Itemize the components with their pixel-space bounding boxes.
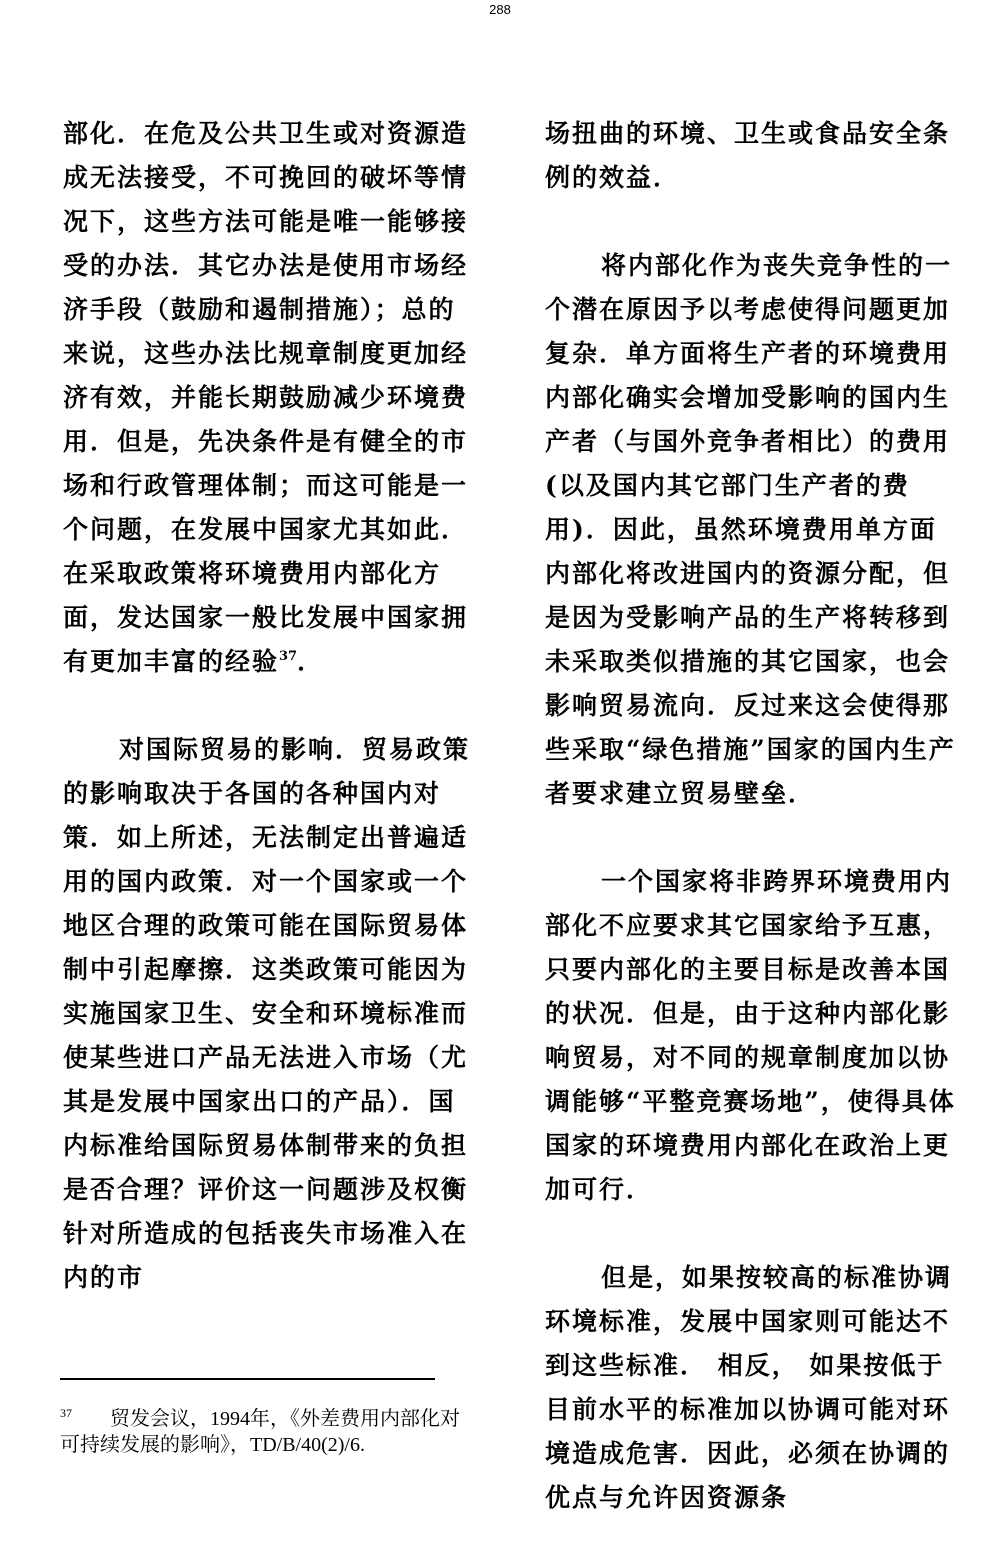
left-paragraph-1-text: 部化．在危及公共卫生或对资源造成无法接受，不可挽回的破坏等情况下，这些方法可能是唯一能够接受的办法．其它办法是使用市场经济手段（鼓励和遏制措施）；总的来说，这些办法比规章制度更加经济有效，并能长期鼓励减少环境费用．但是，先决条件是有健全的市场和行政管理体制；而这可能是一个问题，在发展中国家尤其如此．在采取政策将环境费用内部化方面，发达国家一般比发展中国家拥有更加丰富的经验 (63, 119, 469, 676)
footnote-divider (60, 1378, 435, 1380)
left-paragraph-2-text: 贸易政策的影响取决于各国的各种国内对策．如上所述，无法制定出普遍适用的国内政策．对一个国家或一个地区合理的政策可能在国际贸易体制中引起摩擦．这类政策可能因为实施国家卫生、安全和环境标准而使某些进口产品无法进入市场（尤其是发展中国家出口的产品）．国内标准给国际贸易体制带来的负担是否合理？评价这一问题涉及权衡针对所造成的包括丧失市场准入在内的市 (63, 735, 471, 1292)
right-paragraph-3: 一个国家将非跨界环境费用内部化不应要求其它国家给予互惠，只要内部化的主要目标是改善本国的状况．但是，由于这种内部化影响贸易，对不同的规章制度加以协调能够“平整竞赛场地”，使得具体国家的环境费用内部化在政治上更加可行． (545, 867, 956, 1204)
footnote-reference: 37 (279, 649, 298, 664)
right-paragraph-4: 但是，如果按较高的标准协调环境标准，发展中国家则可能达不到这些标准． 相反， 如果按低于目前水平的标准加以协调可能对环境造成危害．因此，必须在协调的优点与允许因资源条 (545, 1263, 953, 1512)
right-paragraph-1: 场扭曲的环境、卫生或食品安全条例的效益． (545, 119, 951, 192)
right-column (545, 112, 960, 1564)
left-paragraph-2 (63, 728, 473, 1300)
right-paragraph-2: 将内部化作为丧失竞争性的一个潜在原因予以考虑使得问题更加复杂．单方面将生产者的环境费用内部化确实会增加受影响的国内生产者（与国外竞争者相比）的费用(以及国内其它部门生产者的费用)．因此，虽然环境费用单方面内部化将改进国内的资源分配，但是因为受影响产品的生产将转移到未采取类似措施的其它国家，也会影响贸易流向．反过来这会使得那些采取“绿色措施”国家的国内生产者要求建立贸易壁垒． (545, 251, 956, 808)
left-paragraph-1 (63, 112, 473, 684)
footnote-number: 37 (60, 1406, 72, 1420)
section-heading-trade-impact: 对国际贸易的影响． (119, 735, 363, 764)
left-paragraph-1-end: ． (297, 647, 325, 676)
page-number: 288 (489, 2, 511, 17)
left-column (63, 112, 473, 1344)
footnote (60, 1400, 460, 1458)
footnote-text: 贸发会议，1994年，《外差费用内部化对可持续发展的影响》，TD/B/40(2)/6. (60, 1408, 460, 1456)
